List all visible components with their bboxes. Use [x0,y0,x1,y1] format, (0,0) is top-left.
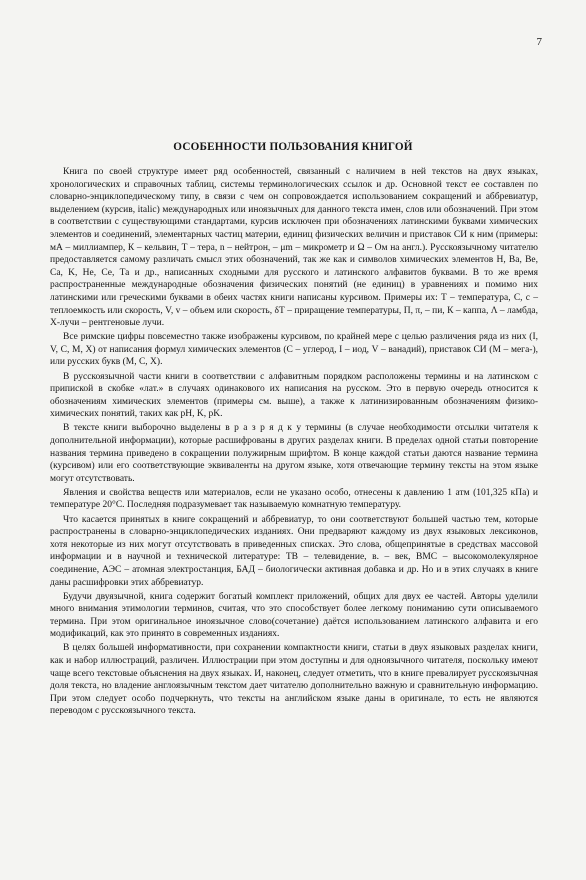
paragraph-8: В целях большей информативности, при сохранении компактности книги, статьи в двух языковых разделах книги, как и набор иллюстраций, различен. Иллюстрации при этом доступны и для одноязычного читателя, поскольку имеют чаще всего текстовые объяснения на двух языках. И, наконец, следует отметить, что в книге превалирует русскоязычная доля текста, но владение англоязычным текстом дает читателю дополнительно важную и сравнительную информацию. При этом следует особо подчеркнуть, что тексты на английском языке даны в оригинале, то есть не являются переводом с русскоязычного текста. [50,643,538,717]
paragraph-1: Книга по своей структуре имеет ряд особенностей, связанный с наличием в ней текстов на двух языках, хронологических и справочных таблиц, системы терминологических ссылок и др. Основной текст ее составлен по словарно-энциклопедическому типу, в связи с чем он сопровождается использованием сокращений и аббревиатур, выделением (курсив, italic) международных или иноязычных для данного текста имен, слов или обозначений. При этом в соответствии с существующими стандартами, курсив исключен при обозначениях латинскими буквами химических элементов и соединений, элементарных частиц материи, единиц физических величин и приставок СИ к ним (примеры: мА – миллиампер, К – кельвин, Т – тера, n – нейтрон, – μm – микрометр и Ω – Ом на англ.). Русскоязычному читателю предоставляется самому различать смысл этих обозначений, так же как и символов химических элементов Н, Ва, Ве, Са, K, Не, Се, Та и др., написанных сходными для русского и латинского алфавитов буквами. В то же время распространенные международные обозначения физических понятий (не единиц) в уравнениях и помимо них латинскими или греческими буквами в обеих частях книги написаны курсивом. Примеры их: Т – температура, С, с – теплоемкость или скорость, V, v – объем или скорость, δТ – приращение температуры, П, π, – пи, К – каппа, Λ – ламбда, X-лучи – рентгеновые лучи. [50,167,538,329]
section-heading: ОСОБЕННОСТИ ПОЛЬЗОВАНИЯ КНИГОЙ [173,141,413,153]
paragraph-7: Будучи двуязычной, книга содержит богатый комплект приложений, общих для двух ее частей. Авторы уделили много внимания этимологии терминов, считая, что это способствует более легкому пониманию сути описываемого термина. При этом оригинальное иноязычное слово(сочетание) даётся использованием латинского алфавита и его модификаций, как это принято в современных изданиях. [50,591,538,640]
paragraph-6: Что касается принятых в книге сокращений и аббревиатур, то они соответствуют большей частью тем, которые распространены в словарно-энциклопедических изданиях. Они предваряют каждому из двух языковых лексиконов, хотя некоторые из них могут отсутствовать в приведенных списках. Это слова, общепринятые в средствах массовой информации и в научной и технической литературе: ТВ – телевидение, в. – век, ВМС – высокомолекулярное соединение, АЭС – атомная электростанция, БАД – биологически активная добавка и др. Но и в этих случаях в книге даны расшифровки этих аббревиатур. [50,514,538,588]
body-text [50,166,538,720]
paragraph-4: В тексте книги выборочно выделены в р а з р я д к у термины (в случае необходимости отсылки читателя к дополнительной информации), которые расшифрованы в других разделах книги. В пределах одной статьи повторение названия термина приведено в сокращении полужирным шрифтом. В конце каждой статьи даются название термина (курсивом) или его соответствующие эквиваленты на другом языке, хотя отвечающие термину тексты на этом языке могут отсутствовать. [50,423,538,484]
paragraph-5: Явления и свойства веществ или материалов, если не указано особо, отнесены к давлению 1 атм (101,325 кПа) и температуре 20°С. Последняя подразумевает так называемую комнатную температуру. [50,487,538,511]
paragraph-3: В русскоязычной части книги в соответствии с алфавитным порядком расположены термины и на латинском с припиской в скобке «лат.» в случаях одинакового их написания на русском. Это в первую очередь относится к обозначениям химических элементов (примеры см. выше), а также к латинизированным обозначениям физико-химических понятий, таких как pH, K, pK. [50,371,538,420]
paragraph-2: Все римские цифры повсеместно также изображены курсивом, по крайней мере с целью различения ряда из них (I, V, C, M, X) от написания формул химических элементов (С – углерод, I – иод, V – ванадий), приставок СИ (М – мега-), или русских букв (М, С, X). [50,332,538,368]
page-number: 7 [536,36,542,48]
